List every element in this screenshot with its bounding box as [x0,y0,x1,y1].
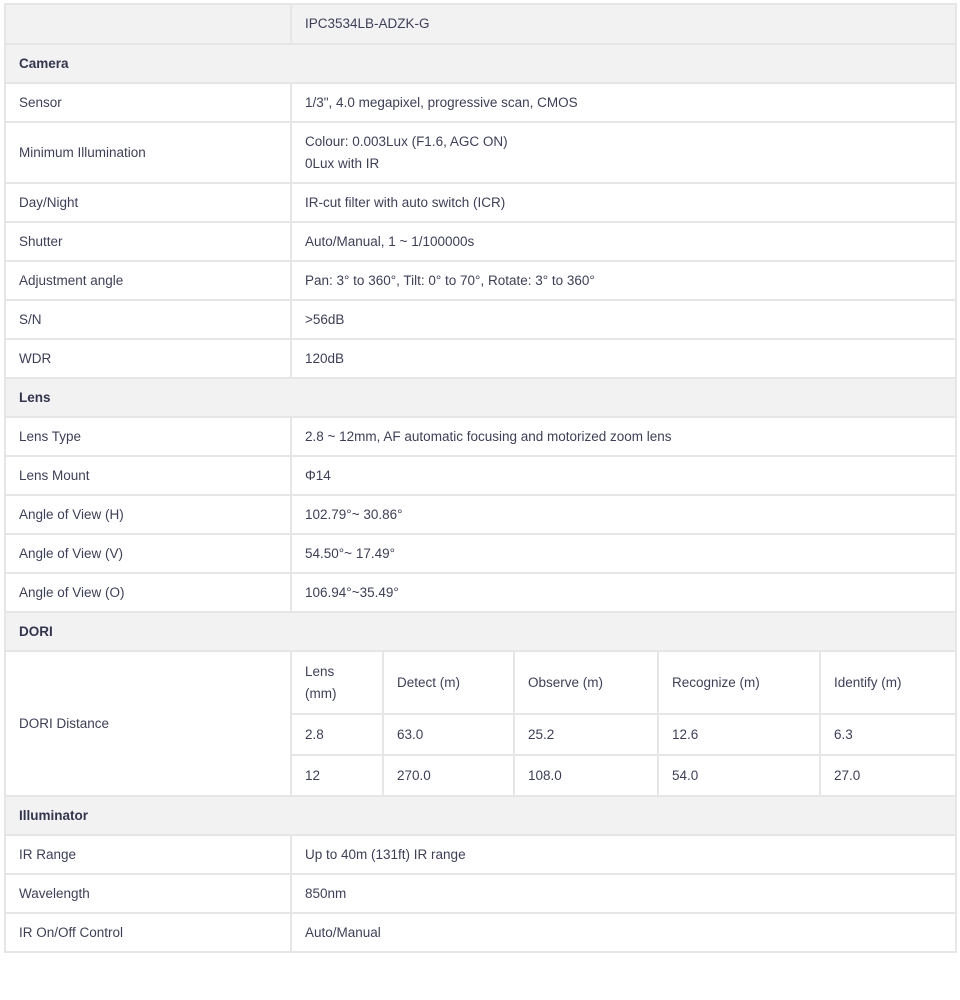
table-row [5,573,956,612]
dori-cell: 27.0 [820,755,955,795]
row-value: Up to 40m (131ft) IR range [291,835,956,874]
table-row [5,495,956,534]
dori-cell: 2.8 [292,714,383,755]
row-label: IR On/Off Control [5,913,291,952]
section-lens [5,378,956,417]
model-name: IPC3534LB-ADZK-G [291,4,956,44]
value-line: Colour: 0.003Lux (F1.6, AGC ON) [305,133,508,149]
section-title: Illuminator [5,796,956,835]
row-label: IR Range [5,835,291,874]
row-value: 2.8 ~ 12mm, AF automatic focusing and motorized zoom lens [291,417,956,456]
dori-col-header: Lens (mm) [292,652,383,714]
table-row [5,339,956,378]
row-label: DORI Distance [5,651,291,796]
section-dori [5,612,956,651]
table-row [5,835,956,874]
row-value: IR-cut filter with auto switch (ICR) [291,183,956,222]
row-value: >56dB [291,300,956,339]
table-row [5,456,956,495]
row-value: Φ14 [291,456,956,495]
table-row [5,300,956,339]
value-line: 0Lux with IR [305,155,380,171]
row-value: 1/3", 4.0 megapixel, progressive scan, CMOS [291,83,956,122]
spec-table [4,3,957,953]
row-label: Lens Mount [5,456,291,495]
dori-col-header: Observe (m) [514,652,658,714]
dori-row [292,714,955,755]
row-value: Pan: 3° to 360°, Tilt: 0° to 70°, Rotate: 3° to 360° [291,261,956,300]
table-row [5,874,956,913]
table-row [5,122,956,183]
row-value: 850nm [291,874,956,913]
dori-row [292,755,955,795]
section-title: Lens [5,378,956,417]
dori-cell: 108.0 [514,755,658,795]
dori-table [292,652,955,795]
dori-col-header: Identify (m) [820,652,955,714]
table-row [5,417,956,456]
section-camera [5,44,956,83]
row-label: Adjustment angle [5,261,291,300]
dori-cell: 54.0 [658,755,820,795]
row-label: Wavelength [5,874,291,913]
dori-cell: 12 [292,755,383,795]
table-row [5,83,956,122]
table-row [5,222,956,261]
row-label: Shutter [5,222,291,261]
row-label: Angle of View (H) [5,495,291,534]
section-title: Camera [5,44,956,83]
table-row [5,183,956,222]
row-value: 106.94°~35.49° [291,573,956,612]
row-label: Day/Night [5,183,291,222]
row-label: Minimum Illumination [5,122,291,183]
table-row [5,913,956,952]
row-label: WDR [5,339,291,378]
row-label: S/N [5,300,291,339]
table-row [5,261,956,300]
spec-table-container [4,3,957,953]
dori-cell: 25.2 [514,714,658,755]
dori-cell: 12.6 [658,714,820,755]
row-value [291,122,956,183]
table-row [5,651,956,796]
dori-col-header: Detect (m) [383,652,514,714]
section-title: DORI [5,612,956,651]
row-value: Auto/Manual [291,913,956,952]
section-illuminator [5,796,956,835]
table-header-row [5,4,956,44]
dori-col-header: Recognize (m) [658,652,820,714]
row-value: 102.79°~ 30.86° [291,495,956,534]
row-label: Sensor [5,83,291,122]
dori-cell: 63.0 [383,714,514,755]
row-value: Auto/Manual, 1 ~ 1/100000s [291,222,956,261]
header-label [5,4,291,44]
row-value: 120dB [291,339,956,378]
row-label: Lens Type [5,417,291,456]
row-label: Angle of View (V) [5,534,291,573]
row-value: 54.50°~ 17.49° [291,534,956,573]
row-label: Angle of View (O) [5,573,291,612]
dori-table-cell [291,651,956,796]
table-row [5,534,956,573]
dori-cell: 6.3 [820,714,955,755]
dori-header-row [292,652,955,714]
dori-cell: 270.0 [383,755,514,795]
